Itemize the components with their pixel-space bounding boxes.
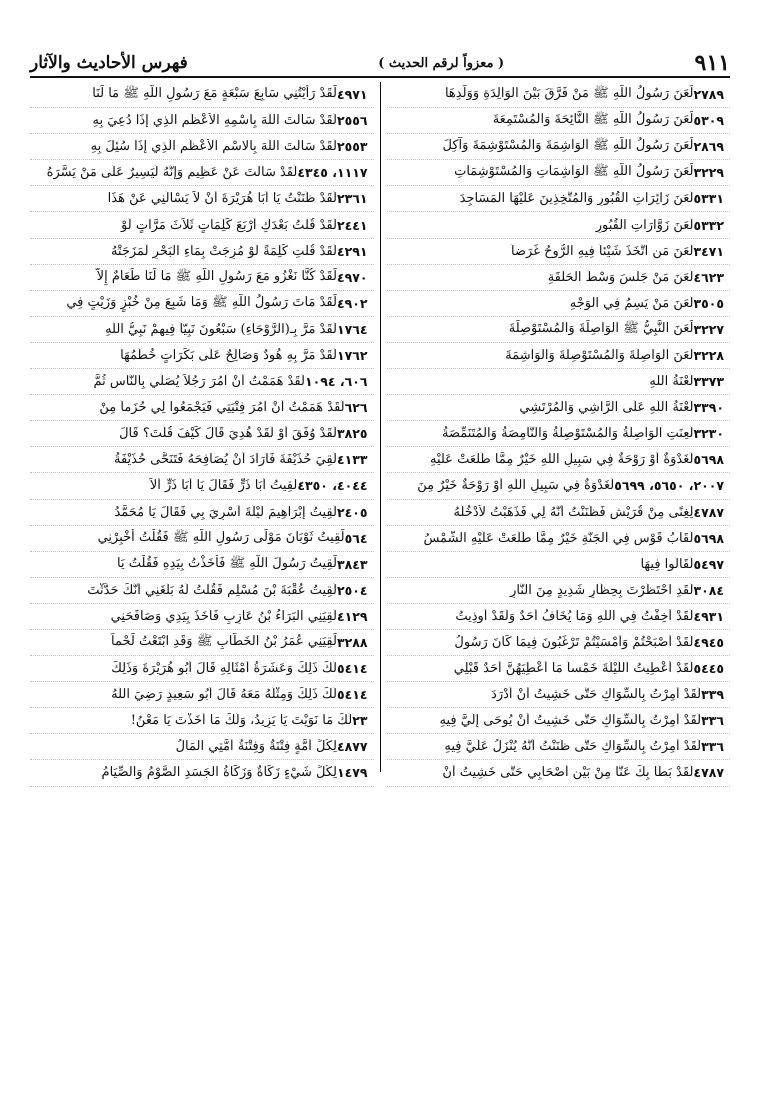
hadith-text: لَقَدْ قُلْتِ كَلِمَةً لَوْ مُزِجَتْ بِمَاءِ البَحْرِ لَمَزَجَتْهُ xyxy=(110,243,337,259)
hadith-text: لَقَالُوا فِيهَا xyxy=(640,556,694,572)
index-entry xyxy=(30,708,374,734)
hadith-number: ٣٣٦ xyxy=(701,713,724,729)
hadith-text: لَقَدْ سَأَلْتَ اللّهَ بِاسْمِهِ الأَعْظَمِ الَّذِي إِذَا دُعِيَ بِهِ xyxy=(92,113,337,129)
hadith-text: لِكُلِّ شَيْءٍ زَكَاةٌ وَزَكَاةُ الجَسَدِ الصَّوْمُ وَالصِّيَامُ xyxy=(101,765,337,781)
hadith-text: لَقَدِ احْتَظَرْتَ بِحِظَارٍ شَدِيدٍ مِنَ النَّارِ xyxy=(510,582,694,598)
hadith-text: لَقَدْ سَأَلْتَ اللّهَ بِالاسْمِ الأَعْظَمِ الَّذِي إِذَا سُئِلَ بِهِ xyxy=(90,139,337,155)
index-entry xyxy=(30,656,374,682)
column-divider xyxy=(380,82,381,772)
index-entry xyxy=(30,734,374,760)
hadith-number: ٤٢٩١ xyxy=(336,243,368,259)
index-columns xyxy=(30,82,730,781)
hadith-text: لَعْنَةُ اللّهِ xyxy=(649,374,694,390)
index-entry xyxy=(387,395,731,421)
page-title: فهرس الأحاديث والآثار xyxy=(30,53,188,73)
index-entry xyxy=(30,447,374,473)
hadith-text: لَقَدْ مَرَّ بِهِ هُودٌ وَصَالِحٌ عَلَى بَكَرَاتٍ خُطُمُهَا xyxy=(120,347,337,363)
hadith-number: ٢٧٨٩ xyxy=(693,87,724,103)
hadith-number: ٢٠٠٧، ٥٦٥٠، ٥٦٩٩ xyxy=(614,478,724,494)
hadith-number: ٣٢٣٠ xyxy=(693,426,724,442)
hadith-text: لَغَدْوَةٌ أَوْ رَوْحَةٌ فِي سَبِيلِ اللّهِ خَيْرٌ مِمَّا طَلَعَتْ عَلَيْهِ xyxy=(429,452,694,468)
hadith-text: لَقَدْ ظَنَنْتُ يَا أَبَا هُرَيْرَةَ أَنْ لاَ يَسْأَلُنِي عَنْ هَذَا xyxy=(107,191,337,207)
hadith-text: لَقَدْ رَأَيْتُنِي سَابِعَ سَبْعَةٍ مَعَ رَسُولِ اللّهِ ﷺ مَا لَنَا xyxy=(92,86,337,102)
index-entry xyxy=(387,212,731,238)
index-entry xyxy=(30,134,374,160)
hadith-number: ٥٦٩٨ xyxy=(693,530,724,546)
index-entry xyxy=(387,369,731,395)
index-entry xyxy=(387,656,731,682)
hadith-text: لَعَنَ مَنِ اتَّخَذَ شَيْئاً فِيهِ الرُّوحُ غَرَضاً xyxy=(511,243,694,259)
index-entry xyxy=(387,708,731,734)
hadith-number: ٣٠٨٤ xyxy=(693,582,724,598)
hadith-text: لَعَنَ زَوَّارَاتِ القُبُورِ xyxy=(595,217,694,233)
hadith-text: لَقِيتُ رَسُولَ اللّهِ ﷺ فَأَخَذْتُ بِيَدِهِ فَقُلْتُ يَا xyxy=(117,555,337,571)
hadith-text: لَقَدْ كُنَّا نَغْزُو مَعَ رَسُولِ اللّهِ ﷺ مَا لَنَا طَعَامٌ إِلاَّ xyxy=(96,268,337,284)
index-entry xyxy=(387,265,731,291)
right-column xyxy=(387,82,731,781)
index-entry xyxy=(30,369,374,395)
index-entry xyxy=(387,421,731,447)
index-entry xyxy=(30,552,374,578)
hadith-text: لَعَنَ مَنْ جَلَسَ وَسْطَ الحَلْقَةِ xyxy=(547,269,694,285)
index-entry xyxy=(387,552,731,578)
hadith-number: ٤٩٣١ xyxy=(693,608,724,624)
hadith-text: لَعَنَ مَنْ يَسِمُ فِي الوَجْهِ xyxy=(569,295,694,311)
hadith-text: لَقَدْ أُخِفْتُ فِي اللّهِ وَمَا يُخَافُ أَحَدٌ وَلَقَدْ أُوذِيتُ xyxy=(455,608,694,624)
left-column xyxy=(30,82,374,781)
hadith-number: ٥٤٤٥ xyxy=(693,661,724,677)
hadith-number: ٤٧٨٧ xyxy=(693,504,724,520)
index-entry xyxy=(387,82,731,108)
index-entry xyxy=(387,343,731,369)
hadith-number: ٦٢٦ xyxy=(344,400,368,416)
index-entry xyxy=(387,630,731,656)
hadith-text: لَقِيتُ ثَوْبَانَ مَوْلَى رَسُولِ اللّهِ ﷺ فَقُلْتُ أَخْبِرْنِي xyxy=(97,529,345,545)
index-entry xyxy=(387,734,731,760)
index-entry xyxy=(30,421,374,447)
hadith-number: ٢٨٦٩ xyxy=(693,139,724,155)
hadith-text: لَكَ ذَلِكَ وَعَشَرَةُ أَمْثَالِهِ قَالَ أَبُو هُرَيْرَةَ وَذَلِكَ xyxy=(111,661,337,677)
hadith-text: لَقِيتُ إِبْرَاهِيمَ لَيْلَةَ أُسْرِيَ بِي فَقَالَ يَا مُحَمَّدُ xyxy=(114,504,337,520)
hadith-number: ٢٣٦١ xyxy=(336,191,368,207)
index-entry xyxy=(30,526,374,552)
index-entry xyxy=(387,447,731,473)
page-subtitle: ( معزواً لرقم الحديث ) xyxy=(378,55,505,71)
index-entry xyxy=(30,317,374,343)
hadith-text: لَقَدْ بَطَأَ بِكَ عَنَّا مِنْ بَيْنِ أَصْحَابِي حَتَّى خَشِيتُ أَنْ xyxy=(442,765,694,781)
hadith-text: لَعَنَ زَائِرَاتِ القُبُورِ وَالمُتَّخِذِينَ عَلَيْهَا المَسَاجِدَ xyxy=(459,191,694,207)
index-entry xyxy=(387,760,731,786)
hadith-text: لِغِنًى مِنْ قُرَيْشٍ فَظَنَنْتُ أَنَّهُ لِي فَذَهَبْتُ لأَدْخُلَهُ xyxy=(453,504,694,520)
hadith-number: ١٧٦٢ xyxy=(336,347,368,363)
hadith-number: ٣٥٠٥ xyxy=(693,295,724,311)
hadith-text: لَقِيَ حُذَيْفَةَ فَأَرَادَ أَنْ يُصَافِحَهُ فَتَنَحَّى حُذَيْفَةُ xyxy=(114,452,337,468)
hadith-text: لَقَدْ هَمَمْتُ أَنْ آمُرَ رَجُلاً يُصَلِّي بِالنَّاسِ ثُمَّ xyxy=(93,374,305,390)
index-entry xyxy=(30,239,374,265)
index-entry xyxy=(387,291,731,317)
index-entry xyxy=(30,604,374,630)
hadith-number: ١٤٧٩ xyxy=(336,765,368,781)
hadith-number: ٢٥٥٦ xyxy=(336,113,368,129)
hadith-text: لَقَدْ أُعْطِيتُ اللَّيْلَةَ خَمْساً مَا أُعْطِيَهُنَّ أَحَدٌ قَبْلِي xyxy=(453,661,694,677)
hadith-number: ٣٢٨٨ xyxy=(336,635,368,651)
index-entry xyxy=(30,682,374,708)
hadith-text: لَقِيتُ أَبَا ذَرٍّ فَقَالَ يَا أَبَا ذَرٍّ أَلاَ xyxy=(149,478,298,494)
hadith-number: ٥٤١٤ xyxy=(336,687,368,703)
hadith-text: لَعْنَةُ اللّهِ عَلَى الرَّاشِي وَالمُرْتَشِي xyxy=(519,400,694,416)
index-entry xyxy=(30,291,374,317)
hadith-text: لَكَ ذَلِكَ وَمِثْلُهُ مَعَهُ قَالَ أَبُو سَعِيدٍ رَضِيَ اللّهُ xyxy=(111,687,337,703)
hadith-number: ٣٢٢٨ xyxy=(693,347,724,363)
index-entry xyxy=(30,343,374,369)
hadith-number: ٤٦٢٣ xyxy=(693,269,724,285)
hadith-text: لَقَدْ أُمِرْتُ بِالسِّوَاكِ حَتَّى ظَنَنْتُ أَنَّهُ يُنْزَلُ عَلَيَّ فِيهِ xyxy=(444,739,702,755)
hadith-text: لَقَدْ أُمِرْتُ بِالسِّوَاكِ حَتَّى خَشِيتُ أَنْ يُوحَى إِلَيَّ فِيهِ xyxy=(439,713,702,729)
index-entry xyxy=(30,186,374,212)
hadith-number: ٣٣٦ xyxy=(701,739,724,755)
index-entry xyxy=(30,473,374,499)
hadith-number: ٣٨٢٥ xyxy=(336,426,368,442)
hadith-number: ٣٣٩٠ xyxy=(693,400,724,416)
hadith-number: ٣٤٧١ xyxy=(693,243,724,259)
index-entry xyxy=(30,108,374,134)
hadith-text: لَقَدْ هَمَمْتُ أَنْ آمُرَ فِتْيَتِي فَيَجْمَعُوا لِي حُزَماً مِنْ xyxy=(99,400,345,416)
hadith-text: لَقَدْ وُفِّقَ أَوْ لَقَدْ هُدِيَ قَالَ كَيْفَ قُلْتَ؟ قَالَ xyxy=(119,426,337,442)
hadith-number: ٣٢٢٧ xyxy=(693,321,724,337)
hadith-number: ٤٠٤٤، ٤٣٥٠ xyxy=(297,478,368,494)
hadith-number: ٥٤٩٧ xyxy=(693,556,724,572)
index-entry xyxy=(387,186,731,212)
hadith-number: ٦٠٦، ١٠٩٤ xyxy=(304,374,368,390)
hadith-number: ٢٥٠٤ xyxy=(336,582,368,598)
hadith-number: ٤٧٨٧ xyxy=(693,765,724,781)
index-entry xyxy=(30,395,374,421)
index-entry xyxy=(30,212,374,238)
index-entry xyxy=(387,134,731,160)
hadith-text: لَقَدْ أَصْبَحْتُمْ وَأَمْسَيْتُمْ تَرْغَبُونَ فِيمَا كَانَ رَسُولُ xyxy=(454,635,694,651)
hadith-number: ٥٤١٤ xyxy=(336,661,368,677)
index-entry xyxy=(387,500,731,526)
hadith-text: لَغَدْوَةٌ فِي سَبِيلِ اللّهِ أَوْ رَوْحَةٌ خَيْرٌ مِنَ xyxy=(417,478,615,494)
index-entry xyxy=(30,578,374,604)
hadith-text: لَكَ مَا نَوَيْتَ يَا يَزِيدُ، وَلَكَ مَا أَخَذْتَ يَا مَعْنُ! xyxy=(130,713,353,729)
hadith-number: ٥٦٤ xyxy=(344,530,368,546)
hadith-number: ٥٦٩٨ xyxy=(693,452,724,468)
index-entry xyxy=(387,108,731,134)
index-entry xyxy=(387,526,731,552)
hadith-number: ٢٤٤١ xyxy=(336,217,368,233)
hadith-text: لَقَدْ قُلْتُ بَعْدَكِ أَرْبَعَ كَلِمَاتٍ ثَلاَثَ مَرَّاتٍ لَوْ xyxy=(121,217,337,233)
hadith-number: ٢٥٥٣ xyxy=(336,139,368,155)
hadith-text: لَقَدْ مَاتَ رَسُولُ اللّهِ ﷺ وَمَا شَبِعَ مِنْ خُبْزٍ وَزَيْتٍ فِي xyxy=(66,294,337,310)
index-entry xyxy=(387,473,731,499)
index-entry xyxy=(30,500,374,526)
hadith-text: لَقِيَنِي عُمَرُ بْنُ الخَطَّابِ ﷺ وَقَدِ ابْتَعْتُ لَحْماً xyxy=(110,634,337,650)
page-number: ٩١١ xyxy=(694,50,730,76)
hadith-text: لَقَدْ سَأَلْتَ عَنْ عَظِيمٍ وَإِنَّهُ لَيَسِيرٌ عَلَى مَنْ يَسَّرَهُ xyxy=(46,165,298,181)
index-entry xyxy=(30,760,374,786)
index-entry xyxy=(387,239,731,265)
hadith-number: ٢٤٠٥ xyxy=(336,504,368,520)
hadith-number: ٥٣٠٩ xyxy=(693,113,724,129)
index-entry xyxy=(30,82,374,108)
hadith-number: ٤٩٠٢ xyxy=(336,295,368,311)
hadith-number: ٥٣٣١ xyxy=(693,191,724,207)
hadith-text: لَقَدْ مَرَّ بِـ(الرَّوْحَاءِ) سَبْعُونَ نَبِيّاً فِيهِمْ نَبِيُّ اللّهِ xyxy=(105,321,337,337)
hadith-number: ١٧٦٤ xyxy=(336,321,368,337)
hadith-text: لَعَنَ رَسُولُ اللّهِ ﷺ مَنْ فَرَّقَ بَيْنَ الوَالِدَةِ وَوَلَدِهَا xyxy=(444,86,694,102)
index-entry xyxy=(30,630,374,656)
hadith-number: ٣٣٩ xyxy=(701,687,724,703)
hadith-number: ٤٩٤٥ xyxy=(693,635,724,651)
index-entry xyxy=(387,682,731,708)
hadith-number: ١١١٧، ٤٣٤٥ xyxy=(297,165,368,181)
hadith-number: ٣٨٤٣ xyxy=(336,556,368,572)
hadith-number: ٣٣٧٣ xyxy=(693,374,724,390)
hadith-text: لَقَابُ قَوْسٍ فِي الجَنَّةِ خَيْرٌ مِمَّا طَلَعَتْ عَلَيْهِ الشَّمْسُ xyxy=(423,530,694,546)
hadith-text: لَقَدْ أُمِرْتُ بِالسِّوَاكِ حَتَّى خَشِيتُ أَنْ أُدْرَدَ xyxy=(491,687,702,703)
hadith-number: ٤٨٧٧ xyxy=(336,739,368,755)
index-entry xyxy=(387,317,731,343)
index-entry xyxy=(30,265,374,291)
hadith-number: ٤٩٧٠ xyxy=(336,269,368,285)
hadith-text: لِكُلِّ أُمَّةٍ فِتْنَةٌ وَفِتْنَةُ أُمَّتِي المَالُ xyxy=(175,739,337,755)
hadith-text: لَقِيَنِي البَرَاءُ بْنُ عَازِبٍ فَأَخَذَ بِيَدِي وَصَافَحَنِي xyxy=(110,608,337,624)
hadith-text: لَعَنَ رَسُولُ اللّهِ ﷺ الوَاشِمَاتِ وَالمُسْتَوْشِمَاتِ xyxy=(454,164,694,180)
hadith-text: لَعَنَ النَّبِيُّ ﷺ الوَاصِلَةَ وَالمُسْتَوْصِلَةَ xyxy=(508,320,694,336)
hadith-text: لَعَنَ الوَاصِلَةَ وَالمُسْتَوْصِلَةَ وَالوَاشِمَةَ xyxy=(505,347,694,363)
hadith-text: لُعِنَتِ الوَاصِلَةُ وَالمُسْتَوْصِلَةُ وَالنَّامِصَةُ وَالمُتَنَمِّصَةُ xyxy=(441,426,694,442)
page-header xyxy=(30,50,730,78)
index-entry xyxy=(387,160,731,186)
hadith-number: ٢٣ xyxy=(352,713,368,729)
index-entry xyxy=(387,604,731,630)
hadith-text: لَعَنَ رَسُولُ اللّهِ ﷺ النَّائِحَةَ وَالمُسْتَمِعَةَ xyxy=(492,112,694,128)
index-entry xyxy=(30,160,374,186)
hadith-text: لَقِيتُ عُقْبَةَ بْنَ مُسْلِمٍ فَقُلْتُ لَهُ بَلَغَنِي أَنَّكَ حَدَّثْتَ xyxy=(87,582,337,598)
hadith-number: ٥٣٣٢ xyxy=(693,217,724,233)
index-entry xyxy=(387,578,731,604)
hadith-number: ٤٩٧١ xyxy=(336,87,368,103)
hadith-number: ٤١٣٣ xyxy=(336,452,368,468)
hadith-number: ٤١٢٩ xyxy=(336,608,368,624)
hadith-text: لَعَنَ رَسُولُ اللّهِ ﷺ الوَاشِمَةَ وَالمُسْتَوْشِمَةَ وَآكِلَ xyxy=(442,138,694,154)
hadith-number: ٣٢٢٩ xyxy=(693,165,724,181)
